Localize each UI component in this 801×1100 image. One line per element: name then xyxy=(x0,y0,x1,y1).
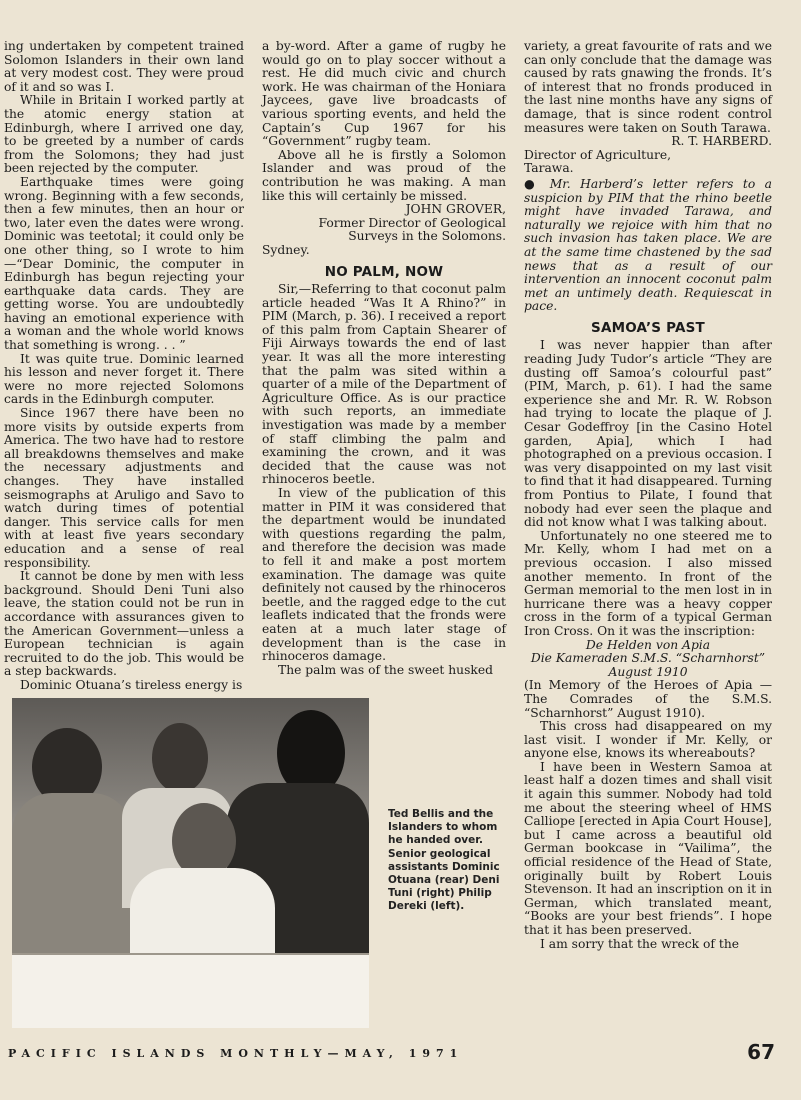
paragraph: Earthquake times were going wrong. Beginning with a few seconds, then a few minutes, then an hour or two, later even the dates were wrong. Dominic was teetotal; it could only be one other thing, so I wrote to him—“Dear Dominic, the computer in Edinburgh has begun rejecting your earthquake data cards. They are getting worse. You are undoubtedly having an emotional experience with a woman and the whole world knows that something is wrong. . . ” xyxy=(4,174,244,353)
page-number: 67 xyxy=(747,1040,775,1064)
signature-place: Sydney. xyxy=(262,242,310,257)
column-1 xyxy=(4,40,244,693)
signature-title: Former Director of Geological Surveys in the Solomons. xyxy=(318,215,506,244)
paragraph: It cannot be done by men with less background. Should Deni Tuni also leave, the station could not be run in accordance with assurances given to the American Government—unless a European technician is again recruited to do the job. This would be a step backwards. xyxy=(4,569,244,679)
column-3 xyxy=(524,40,772,951)
inscription-line: August 1910 xyxy=(608,664,688,679)
signature-name: R. T. HARBERD. xyxy=(671,134,772,149)
paragraph: While in Britain I worked partly at the atomic energy station at Edinburgh, where I arrived one day, to be greeted by a number of cards from the Solomons; they had just been rejected by the computer. xyxy=(4,93,244,176)
paragraph: I have been in Western Samoa at least half a dozen times and shall visit it again this summer. Nobody had told me about the steering wheel of HMS Calliope [erected in Apia Court House], but I came across a beautiful old German bookcase in “Vailima”, the official residence of the Head of State, originally built by Robert Louis Stevenson. It had an inscription on it in German, which translated meant, “Books are your best friends”. I hope that it has been preserved. xyxy=(524,759,772,937)
bullet-icon: ● xyxy=(524,176,541,191)
paragraph: It was quite true. Dominic learned his lesson and never forget it. There were no more rejected Solomons cards in the Edinburgh computer. xyxy=(4,351,244,407)
paragraph: Dominic Otuana’s tireless energy is xyxy=(20,677,243,692)
inscription-line: De Helden von Apia xyxy=(585,637,711,652)
paragraph: Since 1967 there have been no more visits by outside experts from America. The two have had to restore all breakdowns themselves and make the necessary adjustments and changes. They have installed seismographs at Aruligo and Savo to watch during times of potential danger. This service calls for men with at least five years secondary education and a sense of real responsibility. xyxy=(4,406,244,570)
paragraph: Unfortunately no one steered me to Mr. Kelly, whom I had met on a previous occasion. I also missed another memento. In front of the German memorial to the men lost in in hurricane there was a heavy copper cross in the form of a typical German Iron Cross. On it was the inscription: xyxy=(524,528,772,638)
editor-note xyxy=(524,178,772,314)
paragraph: (In Memory of the Heroes of Apia —The Comrades of the S.M.S. “Scharnhorst” August 1910). xyxy=(524,678,772,720)
paragraph: I was never happier than after reading Judy Tudor’s article “They are dusting off Samoa’s colourful past” (PIM, March, p. 61). I had the same experience she and Mr. R. W. Robson had trying to locate the plaque of J. Cesar Godeffroy [in the Casino Hotel garden, Apia], which I had photographed on a previous occasion. I was very disappointed on my last visit to find that it had disappeared. Turning from Pontius to Pilate, I found that nobody had ever seen the plaque and did not know what I was talking about. xyxy=(524,338,772,530)
paragraph: In view of the publication of this matter in PIM it was considered that the department would be inundated with questions regarding the palm, and therefore the decision was made to fell it and make a post mortem examination. The damage was quite definitely not caused by the rhinoceros beetle, and the ragged edge to the cut leaflets indicated that the fronds were eaten at a much later stage of development than is the case in rhinoceros damage. xyxy=(262,486,506,664)
paragraph: ing undertaken by competent trained Solomon Islanders in their own land at very modest cost. They were proud of it and so was I. xyxy=(4,39,244,94)
column-2 xyxy=(262,40,506,677)
section-heading: SAMOA’S PAST xyxy=(591,319,705,336)
paragraph: The palm was of the sweet husked xyxy=(278,662,493,677)
inscription-line: Die Kameraden S.M.S. “Scharnhorst” xyxy=(530,651,766,666)
desk xyxy=(12,953,369,1028)
signature-title: Director of Agriculture, xyxy=(524,147,672,162)
paragraph: Sir,—Referring to that coconut palm article headed “Was It A Rhino?” in PIM (March, p. 36). I received a report of this palm from Captain Shearer of Fiji Airways towards the end of last year. It was all the more interesting that the palm was sited within a quarter of a mile of the Department of Agriculture Office. As is our practice with such reports, an immediate investigation was made by a member of staff climbing the palm and examining the crown, and it was decided that the cause was not rhinoceros beetle. xyxy=(262,282,506,487)
page-footer: PACIFIC ISLANDS MONTHLY—MAY, 1971 xyxy=(8,1047,464,1060)
photo-caption: Ted Bellis and the Islanders to whom he handed over. Senior geological assistants Dominic Otuana (rear) Deni Tuni (right) Philip Dereki (left). xyxy=(388,808,500,913)
paragraph: Above all he is firstly a Solomon Islander and was proud of the contribution he was making. A man like this will certainly be missed. xyxy=(262,147,506,203)
paragraph: variety, a great favourite of rats and we can only conclude that the damage was caused by rats gnawing the fronds. It’s of interest that no fronds produced in the last nine months have any signs of damage, that is since rodent control measures were taken on South Tarawa. xyxy=(524,39,772,135)
paragraph: I am sorry that the wreck of the xyxy=(540,936,740,951)
paragraph: a by-word. After a game of rugby he would go on to play soccer without a rest. He did much civic and church work. He was chairman of the Honiara Jaycees, gave live broadcasts of various sporting events, and held the Captain’s Cup 1967 for his “Government” rugby team. xyxy=(262,39,506,149)
person-rear xyxy=(152,723,208,793)
signature-name: JOHN GROVER, xyxy=(405,202,506,217)
signature-place: Tarawa. xyxy=(524,161,574,176)
group-photo xyxy=(12,698,369,1028)
section-heading: NO PALM, NOW xyxy=(324,263,444,280)
editor-note-text: Mr. Harberd’s letter refers to a suspicion by PIM that the rhino beetle might have invaded Tarawa, and naturally we rejoice with him that no such invasion has taken place. We are at the same time chastened by the sad news that as a result of our intervention an innocent coconut palm met an untimely death. Requiescat in pace. xyxy=(524,176,772,314)
paragraph: This cross had disappeared on my last visit. I wonder if Mr. Kelly, or anyone else, knows its whereabouts? xyxy=(524,719,772,761)
